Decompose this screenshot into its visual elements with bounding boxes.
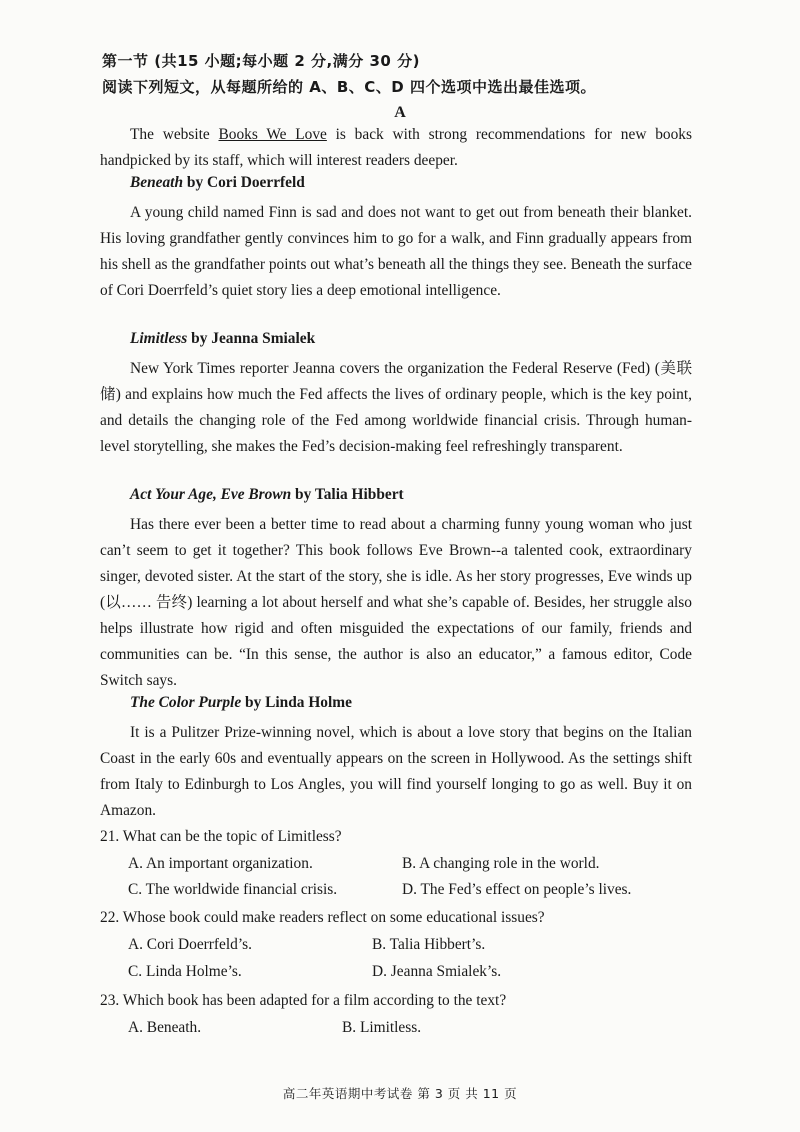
book-author: by Talia Hibbert — [291, 486, 404, 503]
book-description-beneath — [100, 200, 692, 304]
question-22-option-c: C. Linda Holme’s. — [128, 963, 242, 980]
section-header: 第一节 (共15 小题;每小题 2 分,满分 30 分) — [102, 52, 420, 70]
question-21: 21. What can be the topic of Limitless? — [100, 828, 342, 845]
book-author: by Linda Holme — [241, 694, 352, 711]
book-description-text: It is a Pulitzer Prize-winning novel, which is about a love story that begins on the Italian Coast in the early 60s and eventually appears on the screen in Hollywood. As the settings shift from Italy to Edinburgh to Los Angles, you will find yourself longing to go as well. Buy it on Amazon. — [100, 724, 692, 819]
book-title-limitless — [130, 330, 315, 348]
book-description-eve-brown — [100, 512, 692, 694]
question-23-option-a: A. Beneath. — [128, 1019, 202, 1036]
question-22-option-b: B. Talia Hibbert’s. — [372, 936, 486, 953]
question-22-option-a: A. Cori Doerrfeld’s. — [128, 936, 252, 953]
book-author: by Jeanna Smialek — [187, 330, 316, 347]
instruction-text: 阅读下列短文，从每题所给的 A、B、C、D 四个选项中选出最佳选项。 — [102, 78, 596, 96]
book-description-limitless — [100, 356, 692, 460]
book-title-text: The Color Purple — [130, 694, 242, 711]
book-title-text: Act Your Age, Eve Brown — [130, 486, 292, 503]
book-title-eve-brown — [130, 486, 404, 504]
book-description-text: Has there ever been a better time to read about a charming funny young woman who just can’t seem to get it together? This book follows Eve Brown--a talented cook, extraordinary singer, devoted sister. At the start of the story, she is idle. As her story progresses, Eve winds up (以…… 告终) learning a lot about herself and what she’s capable of. Besides, her struggle also helps illustrate how rigid and often misguided the expectations of our family, friends and communities can be. “In this sense, the author is also an educator,” a famous editor, Code Switch says. — [100, 516, 692, 689]
book-title-color-purple — [130, 694, 352, 712]
question-21-option-d: D. The Fed’s effect on people’s lives. — [402, 881, 632, 898]
website-name: Books We Love — [218, 126, 327, 143]
passage-label: A — [394, 104, 406, 121]
book-description-text: A young child named Finn is sad and does not want to get out from beneath their blanket. His loving grandfather gently convinces him to go for a walk, and Finn gradually appears from his shell as the grandfather points out what’s beneath all the things they see. Beneath the surface of Cori Doerrfeld’s quiet story lies a deep emotional intelligence. — [100, 204, 692, 299]
question-21-option-b: B. A changing role in the world. — [402, 855, 600, 872]
book-title-text: Beneath — [130, 174, 184, 191]
intro-text-before: The website — [130, 126, 219, 143]
book-title-beneath — [130, 174, 305, 192]
question-22-option-d: D. Jeanna Smialek’s. — [372, 963, 502, 980]
page-footer: 高二年英语期中考试卷 第 3 页 共 11 页 — [282, 1086, 518, 1101]
question-21-option-c: C. The worldwide financial crisis. — [128, 881, 338, 898]
book-author: by Cori Doerrfeld — [183, 174, 305, 191]
book-title-text: Limitless — [130, 330, 188, 347]
intro-text-after: is back with strong recommendations for new books handpicked by its staff, which will interest readers deeper. — [100, 126, 692, 169]
book-description-color-purple — [100, 720, 692, 824]
intro-paragraph — [100, 122, 692, 174]
question-23: 23. Which book has been adapted for a film according to the text? — [100, 992, 507, 1009]
book-description-text: New York Times reporter Jeanna covers the organization the Federal Reserve (Fed) (美联储) and explains how much the Fed affects the lives of ordinary people, which is the key point, and details the changing role of the Fed among worldwide financial crisis. Through human-level storytelling, she makes the Fed’s decision-making feel refreshingly transparent. — [100, 360, 692, 455]
question-22: 22. Whose book could make readers reflect on some educational issues? — [100, 909, 545, 926]
question-23-option-b: B. Limitless. — [342, 1019, 422, 1036]
question-21-option-a: A. An important organization. — [128, 855, 313, 872]
